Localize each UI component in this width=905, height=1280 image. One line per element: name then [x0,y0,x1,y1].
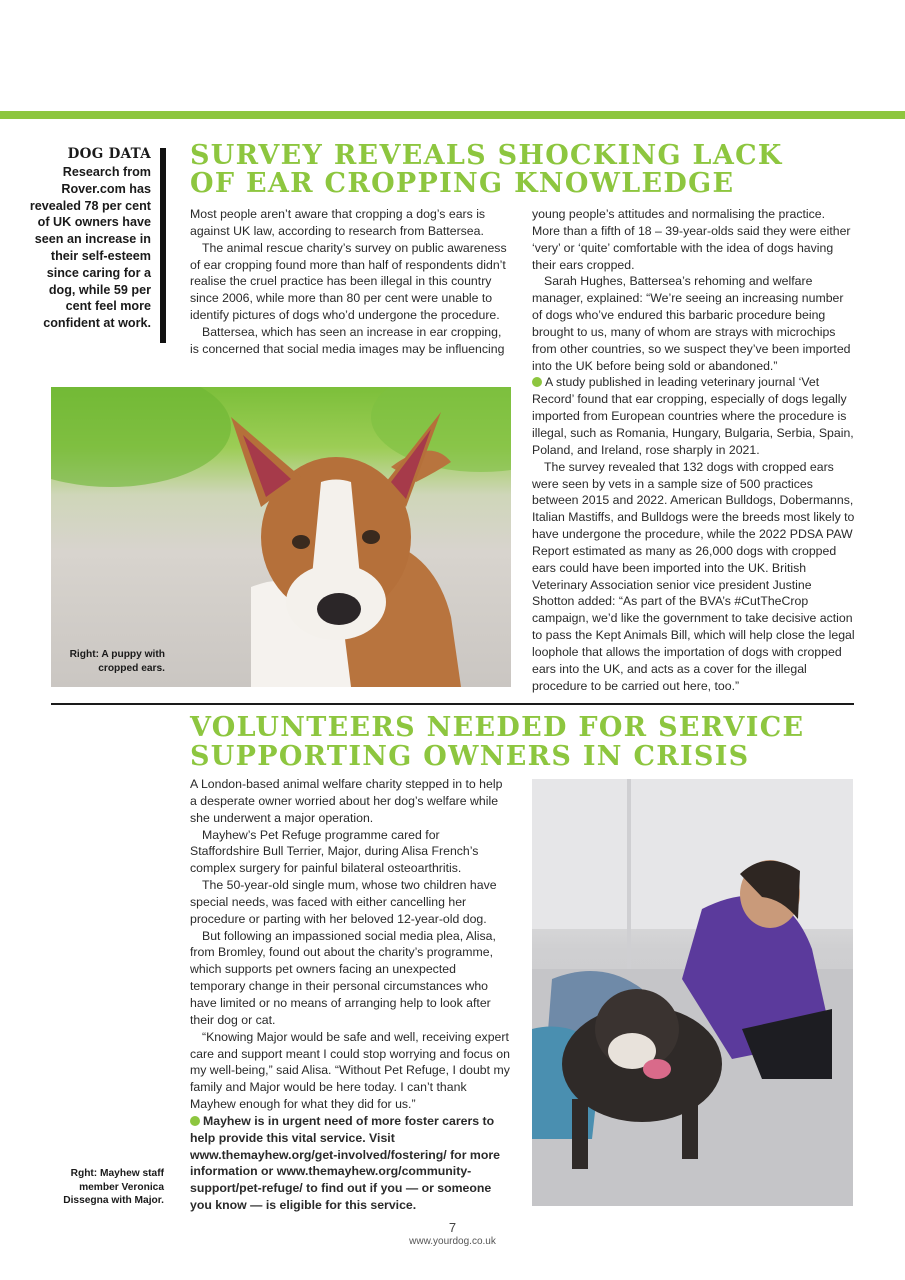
puppy-photo-caption: Right: A puppy with cropped ears. [69,649,165,674]
article2-paragraph: But following an impassioned social media plea, Alisa, from Bromley, found out about the charity’s programme, which supports pet owners facing an unexpected temporary change in their personal circumstances who have limited or no means of arranging help to look after their dog or cat. [190,928,496,1027]
article1-paragraph: The animal rescue charity’s survey on public awareness of ear cropping found more than half of respondents didn’t realise the cruel practice has been illegal in this country since 2006, while more than 80 per cent were unable to identify pictures of dogs who’d undergone the procedure. [190,240,507,323]
footer-url: www.yourdog.co.uk [409,1236,496,1247]
article2-headline [190,714,850,771]
article1-paragraph: Sarah Hughes, Battersea’s rehoming and welfare manager, explained: “We’re seeing an increasing number of dogs who’ve endured this barbaric procedure being brought to us, many of whom are strays with microchips from other countries, so we suspect they’ve been imported into the UK before being sold or abandoned.” [532,274,851,373]
article2-paragraph: A London-based animal welfare charity stepped in to help a desperate owner worried about her dog’s welfare while she underwent a major operation. [190,777,503,825]
volunteer-illustration [532,779,853,1206]
bullet-icon [190,1116,200,1126]
section-divider [51,703,854,705]
puppy-illustration [51,387,511,687]
sidebar-rule [160,148,166,343]
article2-headline-line1: VOLUNTEERS NEEDED FOR SERVICE [190,712,805,743]
article1-headline [190,142,850,198]
article1-headline-line1: SURVEY REVEALS SHOCKING LACK [190,140,783,171]
article1-column-2 [532,206,856,694]
volunteer-photo-caption: Rght: Mayhew staff member Veronica Dissegna with Major. [63,1168,164,1206]
article2-paragraph: “Knowing Major would be safe and well, receiving expert care and support meant I could stop worrying and focus on my well-being,” said Alisa. “Without Pet Refuge, I doubt my family and Major would be here today. I can’t thank Mayhew enough for what they did for us.” [190,1029,510,1112]
article1-paragraph [532,374,856,458]
sidebar-body: Research from Rover.com has revealed 78 per cent of UK owners have seen an increase in their self-esteem since caring for a dog, while 59 per cent feel more confident at work. [29,165,151,331]
article1-headline-line2: OF EAR CROPPING KNOWLEDGE [190,168,735,199]
article2-callout-text: Mayhew is in urgent need of more foster carers to help provide this vital service. Visit www.themayhew.org/get-involved/fostering/ for more information or www.themayhew.org/community-support/pet-refuge/ to find out if you — or someone you know — is eligible for this service. [190,1113,500,1213]
article1-paragraph: Battersea, which has seen an increase in ear cropping, is concerned that social media images may be influencing [190,324,505,356]
dog-data-sidebar [20,146,151,332]
article1-paragraph: The survey revealed that 132 dogs with cropped ears were seen by vets in a sample size of 500 practices between 2015 and 2022. American Bulldogs, Dobermanns, Italian Mastiffs, and Bulldogs were the breeds most likely to have undergone the procedure, while the 2022 PDSA PAW Report estimated as many as 26,000 dogs with cropped ears could have been imported into the UK. British Veterinary Association senior vice president Justine Shotton added: “As part of the BVA’s #CutTheCrop campaign, we’d like the government to take decisive action to pass the Kept Animals Bill, which will help close the legal loophole that allows the importation of dogs with cropped ears into the UK, and acts as a cover for the illegal procedure to be carried out here, too.” [532,459,855,693]
bullet-icon [532,377,542,387]
puppy-photo [51,387,511,687]
volunteer-with-dog-photo [532,779,853,1206]
article2-column [190,776,512,1214]
sidebar-title: DOG DATA [67,146,151,162]
article1-paragraph: young people’s attitudes and normalising the practice. More than a fifth of 18 – 39-year-olds said they were either ‘very’ or ‘quite’ comfortable with the idea of dogs having their ears cropped. [532,207,851,272]
page-number: 7 [448,1220,457,1235]
article2-headline-line2: SUPPORTING OWNERS IN CRISIS [190,740,750,772]
article1-paragraph: Most people aren’t aware that cropping a dog’s ears is against UK law, according to research from Battersea. [190,207,486,238]
article1-column-1 [190,206,508,358]
article2-paragraph: Mayhew’s Pet Refuge programme cared for Staffordshire Bull Terrier, Major, during Alisa French’s complex surgery for painful bilateral osteoarthritis. [190,827,479,876]
article1-paragraph-text: A study published in leading veterinary journal ‘Vet Record’ found that ear cropping, especially of dogs legally imported from European countries where the procedure is illegal, such as Romania, Hungary, Bulgaria, Serbia, Spain, Poland, and Ireland, rose sharply in 2021. [532,375,854,457]
article2-callout [190,1113,512,1214]
article2-paragraph: The 50-year-old single mum, whose two children have special needs, was faced with either cancelling her procedure or parting with her beloved 12-year-old dog. [190,878,497,926]
top-accent-bar [0,111,905,119]
